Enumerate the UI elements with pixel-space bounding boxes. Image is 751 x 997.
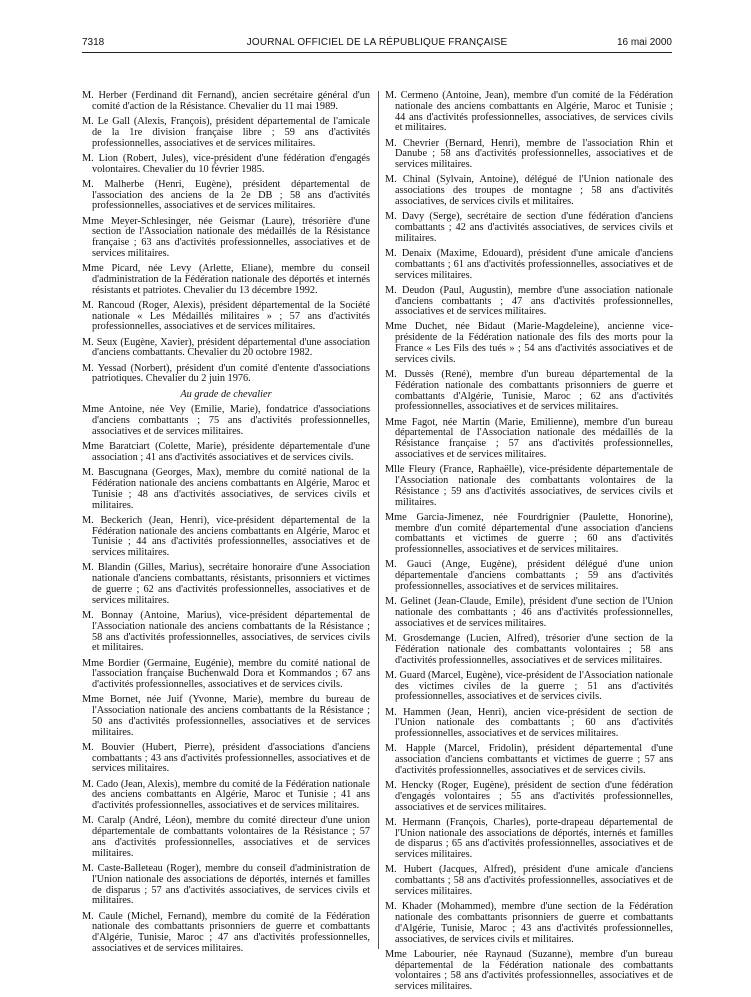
section-heading: Au grade de chevalier — [180, 388, 272, 400]
decoration-entry: M. Denaix (Maxime, Edouard), président d'une amicale d'anciens combattants ; 61 ans d'activités professionnelles, associatives et de services militaires. — [385, 247, 673, 281]
decoration-entry: M. Deudon (Paul, Augustin), membre d'une association nationale d'anciens combattants ; 47 ans d'activités professionnelles, associatives et de services militaires. — [385, 284, 673, 318]
decoration-entry: M. Bascugnana (Georges, Max), membre du comité national de la Fédération nationale des anciens combattants en Algérie, Maroc et Tunisie ; 48 ans d'activités associatives, de services civils et militaires. — [82, 467, 370, 511]
page-number: 7318 — [82, 37, 105, 48]
decoration-entry: M. Hencky (Roger, Eugène), président de section d'une fédération d'engagés volontaires ; 55 ans d'activités professionnelles, associatives et de services militaires. — [385, 780, 673, 813]
decoration-entry: M. Cado (Jean, Alexis), membre du comité de la Fédération nationale des anciens combattants en Algérie, Maroc et Tunisie ; 41 ans d'activités professionnelles, associatives et de services militaires. — [82, 778, 370, 812]
decoration-entry: M. Yessad (Norbert), président d'un comité d'entente d'associations patriotiques. Chevalier du 2 juin 1976. — [82, 362, 370, 385]
decoration-entry: M. Beckerich (Jean, Henri), vice-président départemental de la Fédération nationale des anciens combattants en Algérie, Maroc et Tunisie ; 44 ans d'activités professionnelles, associatives et de services militaires. — [82, 514, 370, 559]
decoration-entry: M. Rancoud (Roger, Alexis), président départemental de la Société nationale « Les Médaillés militaires » ; 57 ans d'activités professionnelles, associatives et de services militaires. — [82, 299, 370, 333]
decoration-entry: Mme Fagot, née Martin (Marie, Emilienne), membre d'un bureau départemental de l'Association nationale des médaillés de la Résistance française ; 57 ans d'activités professionnelles, associatives et de services militaires. — [385, 416, 673, 461]
decoration-entry: M. Cermeno (Antoine, Jean), membre d'un comité de la Fédération nationale des anciens combattants en Algérie, Maroc et Tunisie ; 44 ans d'activités professionnelles, associatives, de services civils et militaires. — [385, 90, 673, 134]
decoration-entry: M. Blandin (Gilles, Marius), secrétaire honoraire d'une Association nationale d'anciens combattants, résistants, prisonniers et victimes de guerre ; 62 ans d'activités professionnelles, associatives et de services militaires. — [82, 562, 370, 606]
decoration-entry: Mme Garcia-Jimenez, née Fourdrignier (Paulette, Honorine), membre d'un comité départemental d'une association d'anciens combattants et victimes de guerre ; 60 ans d'activités professionnelles, associatives et de services militaires. — [385, 511, 673, 556]
decoration-entry: M. Chevrier (Bernard, Henri), membre de l'association Rhin et Danube ; 58 ans d'activités professionnelles, associatives et de services militaires. — [385, 137, 673, 171]
journal-title: JOURNAL OFFICIEL DE LA RÉPUBLIQUE FRANÇAISE — [246, 37, 508, 48]
decoration-entry: M. Dussès (René), membre d'un bureau départemental de la Fédération nationale des combattants prisonniers de guerre et combattants d'Algérie, Tunisie, Maroc ; 62 ans d'activités professionnelles, associatives et de services militaires. — [385, 369, 673, 413]
decoration-entry: M. Caste-Balleteau (Roger), membre du conseil d'administration de l'Union nationale des associations de déportés, internés et familles de disparus ; 57 ans d'activités associatives, de services civils et militaires. — [82, 863, 370, 907]
decoration-entry: Mme Labourier, née Raynaud (Suzanne), membre d'un bureau départemental de la Fédération nationale des combattants volontaires ; 58 ans d'activités professionnelles, associatives et de services militaires. — [385, 948, 673, 993]
decoration-entry: M. Chinal (Sylvain, Antoine), délégué de l'Union nationale des associations des troupes de montagne ; 58 ans d'activités associatives, de services civils et militaires. — [385, 174, 673, 207]
decoration-entry: Mme Antoine, née Vey (Emilie, Marie), fondatrice d'associations d'anciens combattants ; 75 ans d'activités professionnelles, associatives et de services militaires. — [82, 404, 370, 438]
header-rule — [82, 52, 672, 53]
decoration-entry: M. Hermann (François, Charles), porte-drapeau départemental de l'Union nationale des associations de déportés, internés et familles de disparus ; 65 ans d'activités professionnelles, associatives et de services militaires. — [385, 816, 673, 861]
decoration-entry: Mme Bordier (Germaine, Eugénie), membre du comité national de l'association française Buchenwald Dora et Kommandos ; 67 ans d'activités professionnelles, associatives et de services civils. — [82, 657, 370, 691]
decoration-entry: Mme Bornet, née Juif (Yvonne, Marie), membre du bureau de l'Association nationale des anciens combattants de la Résistance ; 50 ans d'activités professionnelles, associatives et de services militaires. — [82, 694, 370, 738]
decoration-entry: M. Hammen (Jean, Henri), ancien vice-président de section de l'Union nationale des combattants ; 60 ans d'activités professionnelles, associatives et de services militaires. — [385, 706, 673, 740]
decoration-entry: M. Davy (Serge), secrétaire de section d'une fédération d'anciens combattants ; 42 ans d'activités associatives, de services civils et militaires. — [385, 211, 673, 244]
decoration-entry: M. Gauci (Ange, Eugène), président délégué d'une union départementale d'anciens combattants ; 59 ans d'activités professionnelles, associatives et de services militaires. — [385, 559, 673, 592]
decoration-entry: M. Malherbe (Henri, Eugène), président départemental de l'association des anciens de la 2e DB ; 58 ans d'activités professionnelles, associatives et de services militaires. — [82, 178, 370, 212]
decoration-entry: M. Grosdemange (Lucien, Alfred), trésorier d'une section de la Fédération nationale des combattants volontaires ; 58 ans d'activités professionnelles, associatives et de services militaires. — [385, 632, 673, 666]
decoration-entry: M. Hubert (Jacques, Alfred), président d'une amicale d'anciens combattants ; 58 ans d'activités professionnelles, associatives et de services militaires. — [385, 864, 673, 898]
decoration-entry: Mme Picard, née Levy (Arlette, Eliane), membre du conseil d'administration de la Fédération nationale des déportés et internés résistants et patriotes. Chevalier du 13 décembre 1992. — [82, 263, 370, 296]
decoration-entry: M. Khader (Mohammed), membre d'une section de la Fédération nationale des combattants prisonniers de guerre et combattants d'Algérie, Tunisie, Maroc ; 43 ans d'activités professionnelles, associatives, de services civils et militaires. — [385, 901, 673, 945]
page-header — [82, 37, 672, 51]
decoration-entry: Mme Baratciart (Colette, Marie), présidente départementale d'une association ; 41 ans d'activités associatives et de services civils. — [82, 441, 370, 464]
decoration-entry: M. Caule (Michel, Fernand), membre du comité de la Fédération nationale des combattants prisonniers de guerre et combattants d'Algérie, Tunisie, Maroc ; 47 ans d'activités professionnelles, associatives et de services militaires. — [82, 910, 370, 954]
publication-date: 16 mai 2000 — [616, 37, 672, 48]
decoration-entry: M. Le Gall (Alexis, François), président départemental de l'amicale de la 1re division française libre ; 59 ans d'activités professionnelles, associatives et de services militaires. — [82, 115, 370, 149]
decoration-entry: M. Lion (Robert, Jules), vice-président d'une fédération d'engagés volontaires. Chevalier du 10 février 1985. — [82, 152, 370, 175]
decoration-entry: Mlle Fleury (France, Raphaëlle), vice-présidente départementale de l'Association nationale des combattants volontaires de la Résistance ; 59 ans d'activités associatives, de services civils et militaires. — [385, 464, 673, 508]
decoration-entry: M. Bouvier (Hubert, Pierre), président d'associations d'anciens combattants ; 43 ans d'activités professionnelles, associatives et de services militaires. — [82, 741, 370, 775]
right-column — [385, 91, 673, 997]
decoration-entry: M. Caralp (André, Léon), membre du comité directeur d'une union départementale de combattants volontaires de la Résistance ; 57 ans d'activités professionnelles, associatives et de services militaires. — [82, 815, 370, 859]
left-column — [82, 91, 370, 959]
decoration-entry: M. Herber (Ferdinand dit Fernand), ancien secrétaire général d'un comité d'action de la Résistance. Chevalier du 11 mai 1989. — [82, 90, 370, 112]
decoration-entry: M. Happle (Marcel, Fridolin), président départemental d'une association d'anciens combattants et victimes de guerre ; 57 ans d'activités professionnelles, associatives et de services civils. — [385, 743, 673, 776]
decoration-entry: Mme Meyer-Schlesinger, née Geismar (Laure), trésorière d'une section de l'Association nationale des médaillés de la Résistance française ; 63 ans d'activités professionnelles, associatives et de services militaires. — [82, 215, 370, 259]
decoration-entry: M. Gelinet (Jean-Claude, Emile), président d'une section de l'Union nationale des combattants ; 46 ans d'activités professionnelles, associatives et de services militaires. — [385, 596, 673, 629]
column-divider — [378, 91, 379, 949]
decoration-entry: M. Seux (Eugène, Xavier), président départemental d'une association d'anciens combattants. Chevalier du 20 octobre 1982. — [82, 336, 370, 359]
decoration-entry: M. Bonnay (Antoine, Marius), vice-président départemental de l'Association nationale des anciens combattants de la Résistance ; 58 ans d'activités professionnelles, associatives, de services civils et militaires. — [82, 609, 370, 654]
decoration-entry: M. Guard (Marcel, Eugène), vice-président de l'Association nationale des victimes civiles de la guerre ; 51 ans d'activités professionnelles, associatives et de services civils. — [385, 669, 673, 703]
decoration-entry: Mme Duchet, née Bidaut (Marie-Magdeleine), ancienne vice-présidente de la Fédération nationale des fils des morts pour la France « Les Fils des tués » ; 54 ans d'activités associatives et de services civils. — [385, 321, 673, 365]
